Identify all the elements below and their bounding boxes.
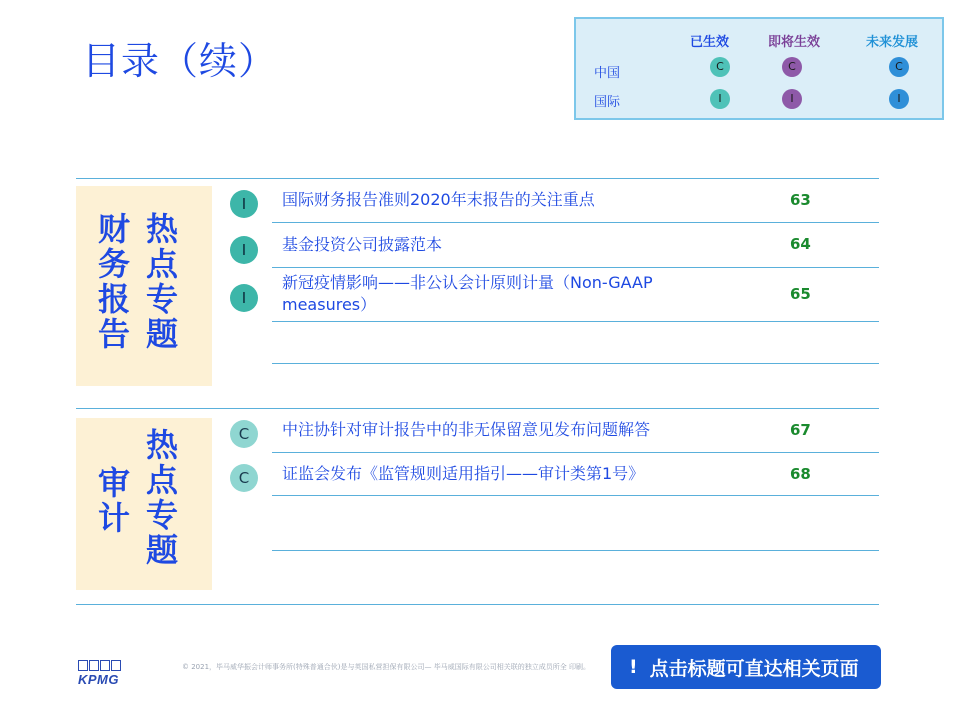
- marker-international-icon: I: [230, 284, 258, 312]
- row-divider: [272, 222, 879, 223]
- legend-dot-china-upcoming: C: [782, 57, 802, 77]
- toc-page-number[interactable]: 67: [790, 421, 811, 439]
- toc-page-number[interactable]: 63: [790, 191, 811, 209]
- section-divider: [76, 408, 879, 409]
- toc-item-link[interactable]: 新冠疫情影响——非公认会计原则计量（Non-GAAP measures）: [282, 273, 653, 314]
- marker-international-icon: I: [230, 190, 258, 218]
- section-label-col-2: 热 点 专 题: [145, 426, 178, 569]
- section-label-col-1: 财 务 报 告: [97, 210, 130, 353]
- legend-header-future: 未来发展: [866, 35, 919, 50]
- legend-dot-china-future: C: [889, 57, 909, 77]
- section-divider: [76, 604, 879, 605]
- marker-china-icon: C: [230, 464, 258, 492]
- marker-china-icon: C: [230, 420, 258, 448]
- section-label-col-2: 热 点 专 题: [145, 210, 178, 353]
- row-divider: [272, 550, 879, 551]
- toc-page-number[interactable]: 64: [790, 235, 811, 253]
- toc-item-link[interactable]: 证监会发布《监管规则适用指引——审计类第1号》: [282, 464, 645, 483]
- kpmg-wordmark: KPMG: [78, 672, 119, 687]
- legend-header-upcoming: 即将生效: [768, 35, 821, 50]
- section-label-col-1: 审 计: [97, 464, 130, 537]
- page-title: 目录（续）: [82, 39, 278, 83]
- exclamation-icon: !: [629, 656, 638, 678]
- toc-item-link[interactable]: 中注协针对审计报告中的非无保留意见发布问题解答: [282, 420, 651, 439]
- legend-row-international: 国际: [594, 95, 621, 110]
- section-divider: [76, 178, 879, 179]
- legend-row-china: 中国: [594, 66, 621, 81]
- kpmg-logo-boxes-icon: [78, 660, 121, 671]
- kpmg-logo: [78, 660, 121, 687]
- legend-dot-intl-effective: I: [710, 89, 730, 109]
- legend-dot-china-effective: C: [710, 57, 730, 77]
- row-divider: [272, 267, 879, 268]
- toc-item-link[interactable]: 基金投资公司披露范本: [282, 235, 443, 254]
- navigate-hint-label: 点击标题可直达相关页面: [649, 657, 859, 680]
- status-legend: [574, 17, 944, 120]
- toc-page-number[interactable]: 68: [790, 465, 811, 483]
- row-divider: [272, 321, 879, 322]
- row-divider: [272, 452, 879, 453]
- copyright-text: © 2021，毕马威华振会计师事务所(特殊普通合伙)是与英国私营担保有限公司— 毕马威国际有限公司相关联的独立成员所全 印刷。: [182, 663, 590, 671]
- legend-dot-intl-upcoming: I: [782, 89, 802, 109]
- legend-dot-intl-future: I: [889, 89, 909, 109]
- section-label-audit: [76, 418, 212, 590]
- toc-page-number[interactable]: 65: [790, 285, 811, 303]
- toc-item-link[interactable]: 国际财务报告准则2020年末报告的关注重点: [282, 190, 595, 209]
- section-label-financial-reporting: [76, 186, 212, 386]
- legend-header-effective: 已生效: [690, 35, 730, 50]
- row-divider: [272, 495, 879, 496]
- navigate-hint-button[interactable]: [611, 645, 881, 689]
- marker-international-icon: I: [230, 236, 258, 264]
- row-divider: [272, 363, 879, 364]
